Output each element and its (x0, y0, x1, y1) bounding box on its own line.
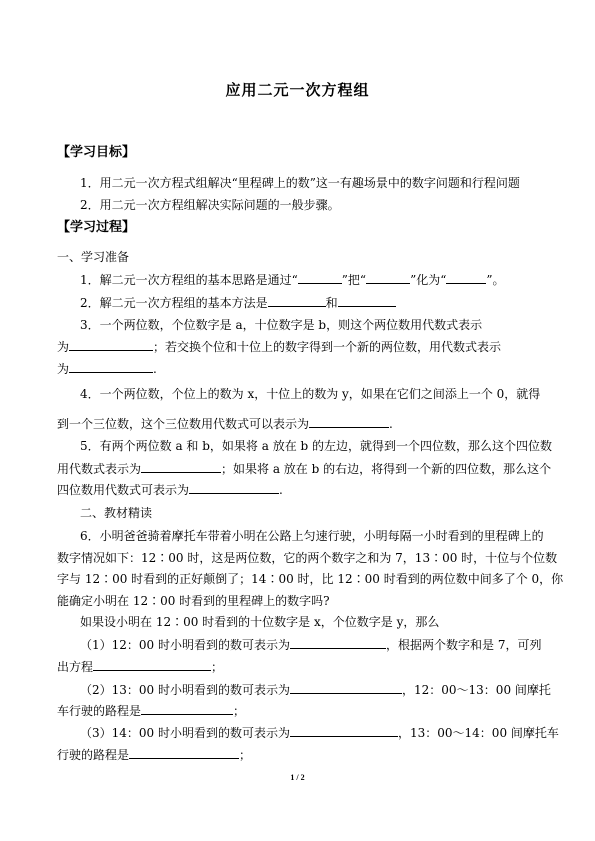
question-3-line: 3．一个两位数，个位数字是 a，十位数字是 b，则这个两位数用代数式表示 (80, 318, 483, 332)
question-3-line: 为 ；若交换个位和十位上的数字得到一个新的两位数，用代数式表示 (57, 340, 502, 354)
goal-item: 2．用二元一次方程组解决实际问题的一般步骤。 (80, 198, 340, 212)
question-2: 2．解二元一次方程组的基本方法是 和 (80, 294, 396, 311)
answer-blank (69, 360, 153, 373)
answer-blank (290, 724, 398, 737)
question-6-line: 如果设小明在 12∶00 时看到的十位数字是 x，个位数字是 y，那么 (80, 615, 440, 629)
step-2-line: （2）13：00 时小明看到的数可表示为 ，12：00～13：00 间摩托 (80, 683, 551, 697)
goal-item: 1．用二元一次方程式组解决“里程碑上的数”这一有趣场景中的数字问题和行程问题 (80, 176, 520, 190)
answer-blank (290, 681, 402, 694)
question-3-line: 为 . (57, 362, 157, 376)
answer-blank (268, 294, 326, 307)
step-3-line: （3）14：00 时小明看到的数可表示为 ，13：00～14：00 间摩托车 (80, 726, 559, 740)
answer-blank (290, 636, 386, 649)
answer-blank (309, 415, 389, 428)
step-1-line: 出方程 ； (57, 660, 224, 674)
answer-blank (141, 460, 221, 473)
process-heading: 【学习过程】 (57, 220, 136, 235)
question-6-line: 数字情况如下：12∶00 时，这是两位数，它的两个数字之和为 7，13∶00 时，十位与个位数 (57, 551, 558, 565)
answer-blank (129, 746, 239, 759)
answer-blank (93, 658, 211, 671)
step-3-line: 行驶的路程是 ； (57, 748, 252, 762)
question-5-line: 用代数式表示为 ；如果将 a 放在 b 的右边，将得到一个新的四位数，那么这个 (57, 462, 552, 476)
answer-blank (69, 338, 153, 351)
step-1-line: （1）12：00 时小明看到的数可表示为 ，根据两个数字和是 7，可列 (80, 638, 542, 652)
study-label: 二、教材精读 (80, 506, 153, 520)
step-2-line: 车行驶的路程是 ； (57, 704, 246, 718)
question-6-line: 能确定小明在 12∶00 时看到的里程碑上的数字吗? (57, 594, 330, 608)
answer-blank (298, 271, 342, 284)
answer-blank (141, 702, 233, 715)
question-1: 1．解二元一次方程组的基本思路是通过“ ”把“ ”化为“ ”。 (80, 273, 505, 287)
goals-heading: 【学习目标】 (57, 145, 136, 160)
answer-blank (446, 271, 486, 284)
question-4-line: 到一个三位数，这个三位数用代数式可以表示为 . (57, 417, 393, 431)
prep-label: 一、学习准备 (57, 250, 130, 264)
question-4-line: 4．一个两位数，个位上的数为 x，十位上的数为 y，如果在它们之间添上一个 0，就得 (80, 387, 541, 401)
answer-blank (338, 294, 396, 307)
answer-blank (189, 481, 279, 494)
question-5-line: 四位数用代数式可表示为 . (57, 483, 283, 497)
page-number: 1 / 2 (290, 773, 305, 782)
page-title: 应用二元一次方程组 (225, 81, 370, 99)
question-5-line: 5．有两个两位数 a 和 b，如果将 a 放在 b 的左边，就得到一个四位数，那么这个四位数 (80, 439, 553, 453)
answer-blank (366, 271, 410, 284)
question-6-line: 6．小明爸爸骑着摩托车带着小明在公路上匀速行驶，小明每隔一小时看到的里程碑上的 (80, 529, 544, 543)
question-6-line: 字与 12∶00 时看到的正好颠倒了；14∶00 时，比 12∶00 时看到的两位数中间多了个 0，你 (57, 572, 564, 586)
